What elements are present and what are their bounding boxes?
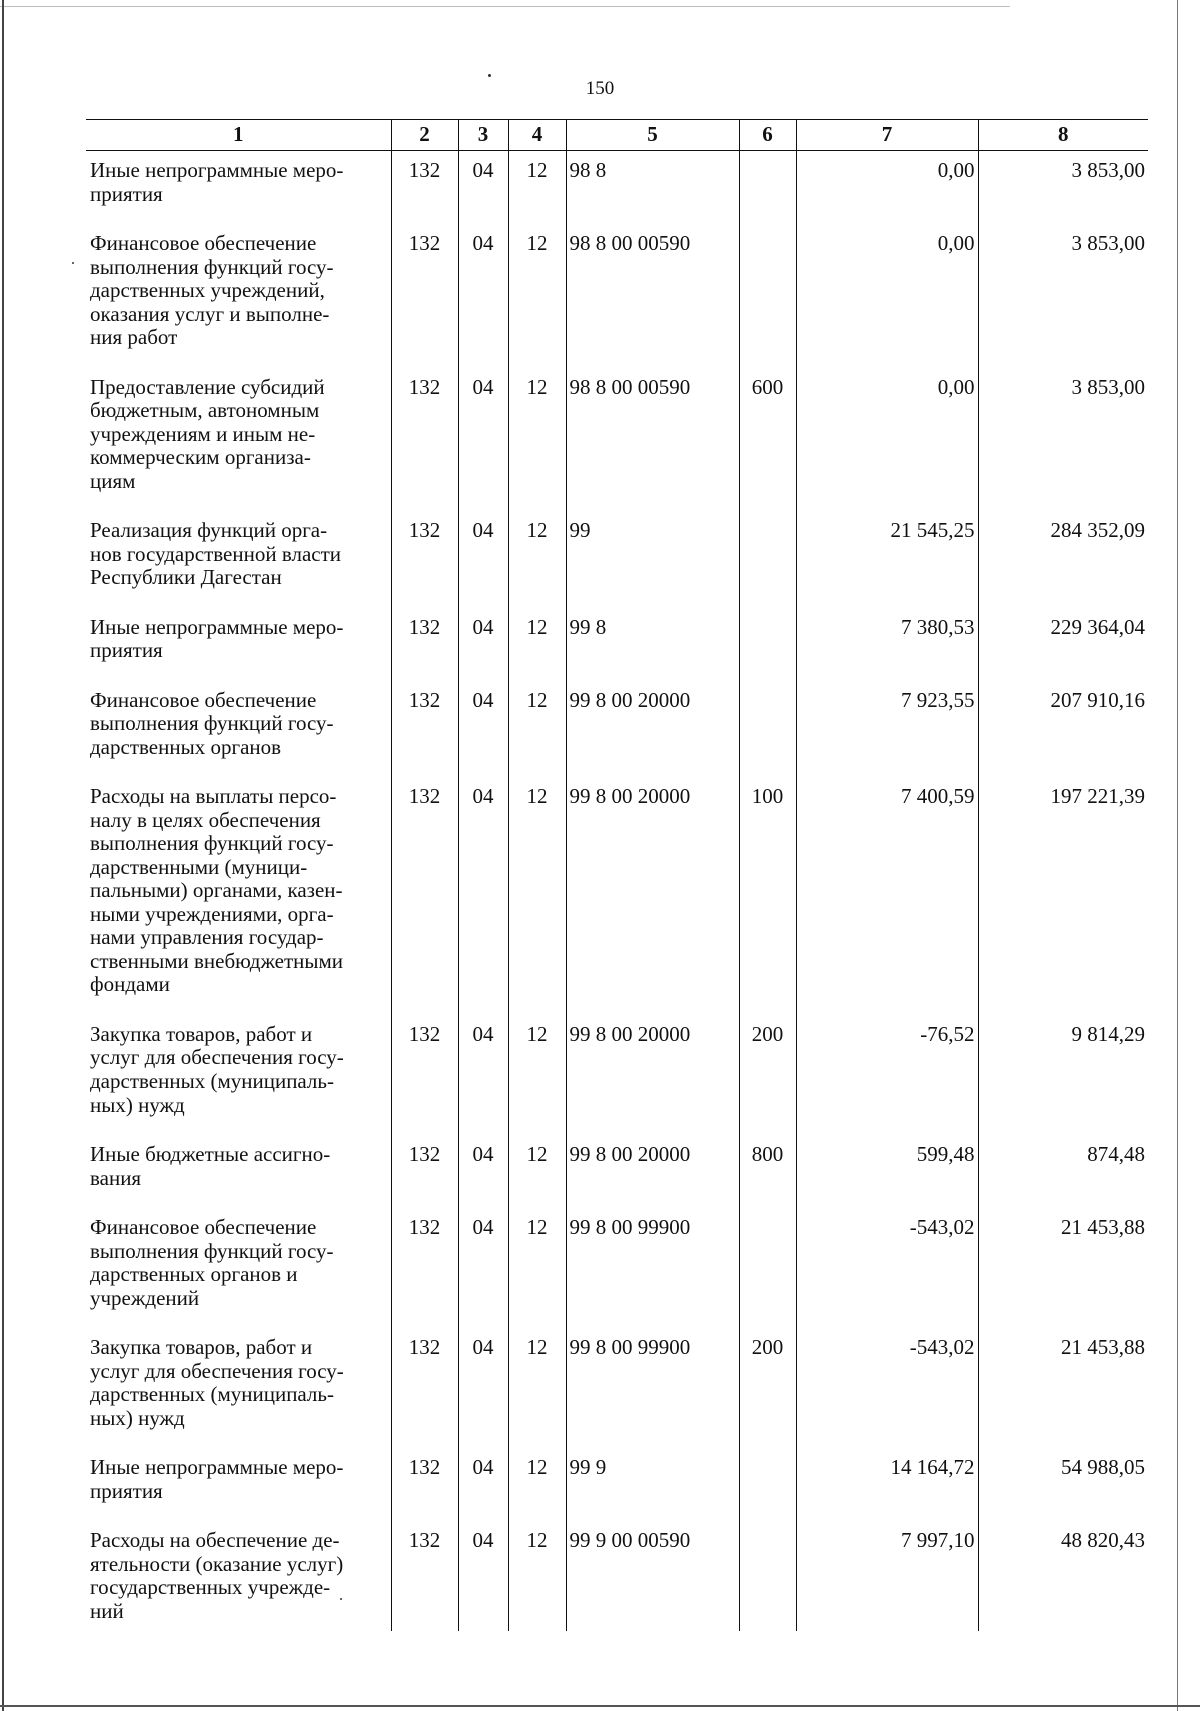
expense-type-cell: 800 (739, 1135, 796, 1208)
amount-change-cell: 7 400,59 (796, 777, 978, 1015)
amount-change-cell: 14 164,72 (796, 1448, 978, 1521)
subsection-code-cell: 12 (508, 1208, 566, 1328)
ministry-code-cell: 132 (391, 681, 458, 778)
subsection-code-cell: 12 (508, 511, 566, 608)
table-body (86, 151, 1148, 1632)
table-header-row (86, 120, 1148, 151)
amount-change-cell: 7 380,53 (796, 608, 978, 681)
amount-total-cell: 229 364,04 (978, 608, 1148, 681)
section-code-cell: 04 (458, 681, 508, 778)
amount-total-cell: 48 820,43 (978, 1521, 1148, 1631)
table-row (86, 1208, 1148, 1328)
target-article-cell: 98 8 (566, 151, 739, 225)
table-row (86, 777, 1148, 1015)
expense-type-cell (739, 1208, 796, 1328)
table-row (86, 368, 1148, 512)
table-row (86, 1015, 1148, 1135)
expense-type-cell (739, 1448, 796, 1521)
ministry-code-cell: 132 (391, 1208, 458, 1328)
expense-name-cell: Закупка товаров, работ и услуг для обеспечения госу- дарственных (муниципаль- ных) нужд (90, 1021, 344, 1117)
expense-name-cell: Финансовое обеспечение выполнения функций госу- дарственных органов и учреждений (90, 1215, 334, 1310)
column-header-6: 6 (739, 120, 796, 151)
expense-type-cell: 200 (739, 1015, 796, 1135)
table-row (86, 1448, 1148, 1521)
section-code-cell: 04 (458, 777, 508, 1015)
amount-change-cell: 0,00 (796, 368, 978, 512)
amount-total-cell: 197 221,39 (978, 777, 1148, 1015)
scan-edge-left (2, 0, 4, 1711)
amount-total-cell: 3 853,00 (978, 151, 1148, 225)
ministry-code-cell: 132 (391, 511, 458, 608)
expense-name-cell: Иные бюджетные ассигно- вания (90, 1142, 331, 1190)
amount-total-cell: 874,48 (978, 1135, 1148, 1208)
amount-total-cell: 21 453,88 (978, 1328, 1148, 1448)
table-row (86, 608, 1148, 681)
ministry-code-cell: 132 (391, 1448, 458, 1521)
scan-speck (72, 262, 74, 264)
ministry-code-cell: 132 (391, 608, 458, 681)
amount-change-cell: 7 923,55 (796, 681, 978, 778)
target-article-cell: 99 (566, 511, 739, 608)
target-article-cell: 99 8 00 20000 (566, 1015, 739, 1135)
ministry-code-cell: 132 (391, 224, 458, 368)
column-header-1: 1 (86, 120, 391, 151)
expense-type-cell (739, 511, 796, 608)
amount-total-cell: 3 853,00 (978, 368, 1148, 512)
section-code-cell: 04 (458, 1448, 508, 1521)
column-header-2: 2 (391, 120, 458, 151)
target-article-cell: 99 8 (566, 608, 739, 681)
column-header-5: 5 (566, 120, 739, 151)
column-header-4: 4 (508, 120, 566, 151)
scan-speck (488, 74, 491, 77)
expense-name-cell: Предоставление субсидий бюджетным, автономным учреждениям и иным не- коммерческим организа- циям (90, 374, 325, 493)
page-number: 150 (585, 78, 615, 99)
expense-name-cell: Финансовое обеспечение выполнения функций госу- дарственных учреждений, оказания услуг и выполне- ния работ (90, 231, 334, 350)
column-header-8: 8 (978, 120, 1148, 151)
table-row (86, 681, 1148, 778)
expense-type-cell: 200 (739, 1328, 796, 1448)
amount-total-cell: 54 988,05 (978, 1448, 1148, 1521)
column-header-7: 7 (796, 120, 978, 151)
amount-change-cell: -543,02 (796, 1328, 978, 1448)
ministry-code-cell: 132 (391, 1015, 458, 1135)
section-code-cell: 04 (458, 1521, 508, 1631)
section-code-cell: 04 (458, 511, 508, 608)
expense-type-cell (739, 151, 796, 225)
section-code-cell: 04 (458, 608, 508, 681)
column-header-3: 3 (458, 120, 508, 151)
section-code-cell: 04 (458, 1135, 508, 1208)
section-code-cell: 04 (458, 1328, 508, 1448)
amount-total-cell: 284 352,09 (978, 511, 1148, 608)
amount-total-cell: 21 453,88 (978, 1208, 1148, 1328)
budget-table (86, 119, 1148, 1631)
subsection-code-cell: 12 (508, 224, 566, 368)
expense-name-cell: Закупка товаров, работ и услуг для обеспечения госу- дарственных (муниципаль- ных) нужд (90, 1335, 344, 1430)
amount-change-cell: -543,02 (796, 1208, 978, 1328)
target-article-cell: 99 8 00 99900 (566, 1328, 739, 1448)
expense-type-cell (739, 1521, 796, 1631)
subsection-code-cell: 12 (508, 681, 566, 778)
target-article-cell: 99 9 00 00590 (566, 1521, 739, 1631)
section-code-cell: 04 (458, 368, 508, 512)
table-row (86, 1135, 1148, 1208)
expense-type-cell (739, 608, 796, 681)
subsection-code-cell: 12 (508, 1135, 566, 1208)
target-article-cell: 98 8 00 00590 (566, 368, 739, 512)
ministry-code-cell: 132 (391, 1135, 458, 1208)
amount-total-cell: 3 853,00 (978, 224, 1148, 368)
expense-name-cell: Иные непрограммные меро- приятия (90, 614, 344, 663)
target-article-cell: 99 8 00 99900 (566, 1208, 739, 1328)
target-article-cell: 99 8 00 20000 (566, 681, 739, 778)
expense-name-cell: Расходы на выплаты персо- налу в целях обеспечения выполнения функций госу- дарственными (муници- пальными) органами, казен- ными учреждениями, орга- нами управления государ- ственными внебюджетными фондами (90, 784, 344, 997)
expense-name-cell: Иные непрограммные меро- приятия (90, 1455, 344, 1503)
amount-change-cell: 21 545,25 (796, 511, 978, 608)
section-code-cell: 04 (458, 1208, 508, 1328)
subsection-code-cell: 12 (508, 1521, 566, 1631)
expense-type-cell (739, 224, 796, 368)
amount-change-cell: 599,48 (796, 1135, 978, 1208)
ministry-code-cell: 132 (391, 368, 458, 512)
amount-change-cell: 0,00 (796, 224, 978, 368)
scan-edge-top (0, 6, 1010, 7)
scan-edge-right (1177, 0, 1178, 1711)
expense-name-cell: Расходы на обеспечение де- ятельности (оказание услуг) государственных учрежде- ний (90, 1528, 344, 1623)
table-row (86, 1328, 1148, 1448)
section-code-cell: 04 (458, 1015, 508, 1135)
target-article-cell: 99 8 00 20000 (566, 777, 739, 1015)
table-row (86, 224, 1148, 368)
expense-name-cell: Иные непрограммные меро- приятия (90, 158, 344, 206)
target-article-cell: 99 9 (566, 1448, 739, 1521)
amount-total-cell: 207 910,16 (978, 681, 1148, 778)
subsection-code-cell: 12 (508, 368, 566, 512)
subsection-code-cell: 12 (508, 608, 566, 681)
target-article-cell: 98 8 00 00590 (566, 224, 739, 368)
expense-name-cell: Реализация функций орга- нов государственной власти Республики Дагестан (90, 518, 341, 590)
target-article-cell: 99 8 00 20000 (566, 1135, 739, 1208)
amount-total-cell: 9 814,29 (978, 1015, 1148, 1135)
ministry-code-cell: 132 (391, 777, 458, 1015)
expense-type-cell: 600 (739, 368, 796, 512)
subsection-code-cell: 12 (508, 1328, 566, 1448)
subsection-code-cell: 12 (508, 1448, 566, 1521)
table-row (86, 511, 1148, 608)
ministry-code-cell: 132 (391, 1328, 458, 1448)
section-code-cell: 04 (458, 151, 508, 225)
section-code-cell: 04 (458, 224, 508, 368)
subsection-code-cell: 12 (508, 151, 566, 225)
ministry-code-cell: 132 (391, 1521, 458, 1631)
subsection-code-cell: 12 (508, 777, 566, 1015)
ministry-code-cell: 132 (391, 151, 458, 225)
amount-change-cell: 0,00 (796, 151, 978, 225)
expense-type-cell: 100 (739, 777, 796, 1015)
amount-change-cell: 7 997,10 (796, 1521, 978, 1631)
scan-edge-bottom (0, 1705, 1200, 1707)
expense-name-cell: Финансовое обеспечение выполнения функций госу- дарственных органов (90, 687, 334, 759)
expense-type-cell (739, 681, 796, 778)
amount-change-cell: -76,52 (796, 1015, 978, 1135)
table-row (86, 1521, 1148, 1631)
table-row (86, 151, 1148, 225)
subsection-code-cell: 12 (508, 1015, 566, 1135)
